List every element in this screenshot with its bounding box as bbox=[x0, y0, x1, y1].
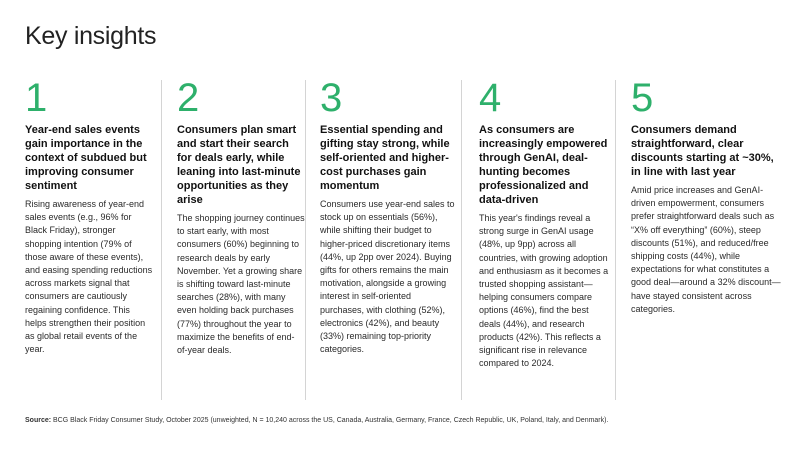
source-note bbox=[25, 417, 785, 424]
insights-grid bbox=[0, 70, 803, 400]
insight-headline: Essential spending and gifting stay strong, while self-oriented and higher-cost purchases gain momentum bbox=[320, 124, 450, 192]
insight-number: 2 bbox=[177, 76, 200, 120]
insight-column-1 bbox=[25, 76, 153, 356]
insight-body: Amid price increases and GenAI-driven empowerment, consumers prefer straightforward deals such as “X% off everything” (60%), steep discounts (51%), and reduced/free shipping costs (44%), while expectations for what constitutes a good deal—around a 32% discount—have stayed consistent across categories. bbox=[631, 185, 781, 314]
insight-body: Rising awareness of year-end sales events (e.g., 96% for Black Friday), stronger shopping intention (79% of those aware of these events), and easing spending reductions across markets signal that consumers are cautiously regaining confidence. This helps strengthen their position as global retail events of the year. bbox=[25, 199, 153, 355]
insight-headline: As consumers are increasingly empowered through GenAI, deal-hunting becomes professionalized and data-driven bbox=[479, 124, 608, 206]
insight-headline: Consumers demand straightforward, clear discounts starting at ~30%, in line with last year bbox=[631, 124, 774, 178]
insight-number: 5 bbox=[631, 76, 654, 120]
insight-column-3 bbox=[320, 76, 456, 356]
insight-body: Consumers use year-end sales to stock up on essentials (56%), while shifting their budget to higher-priced discretionary items (44%, up 2pp over 2024). Buying gifts for others remains the main motivation, alongside a growing interest in self-oriented purchases, with clothing (52%), electronics (42%), and beauty (33%) remaining top-priority categories. bbox=[320, 199, 455, 355]
insight-headline: Year-end sales events gain importance in the context of subdued but improving consumer sentiment bbox=[25, 124, 147, 192]
insight-body: The shopping journey continues to start early, with most consumers (60%) beginning to research deals by early November. Yet a growing share is shifting toward last-minute searches (28%), with many even holding back purchases (77%) throughout the year to maximize the benefits of end-of-year deals. bbox=[177, 213, 305, 356]
page-title: Key insights bbox=[25, 22, 157, 50]
insight-column-5 bbox=[631, 76, 781, 316]
insight-body: This year's findings reveal a strong surge in GenAI usage (48%, up 9pp) across all countries, with growing adoption and enthusiasm as it becomes a trusted shopping assistant—helping consumers compare options (46%), find the best deals (44%), and research products (42%). This reflects a significant rise in relevance compared to 2024. bbox=[479, 213, 609, 369]
insight-number: 4 bbox=[479, 76, 502, 120]
source-text: BCG Black Friday Consumer Study, October 2025 (unweighted, N = 10,240 across the US, Canada, Australia, Germany, France, Czech Republic, UK, Poland, Italy, and Denmark). bbox=[53, 417, 609, 424]
insight-headline: Consumers plan smart and start their search for deals early, while leaning into last-minute opportunities as they arise bbox=[177, 124, 301, 206]
insight-column-4 bbox=[479, 76, 611, 370]
insight-number: 1 bbox=[25, 76, 48, 120]
source-label: Source: bbox=[25, 417, 52, 424]
insight-column-2 bbox=[177, 76, 305, 357]
insight-number: 3 bbox=[320, 76, 343, 120]
